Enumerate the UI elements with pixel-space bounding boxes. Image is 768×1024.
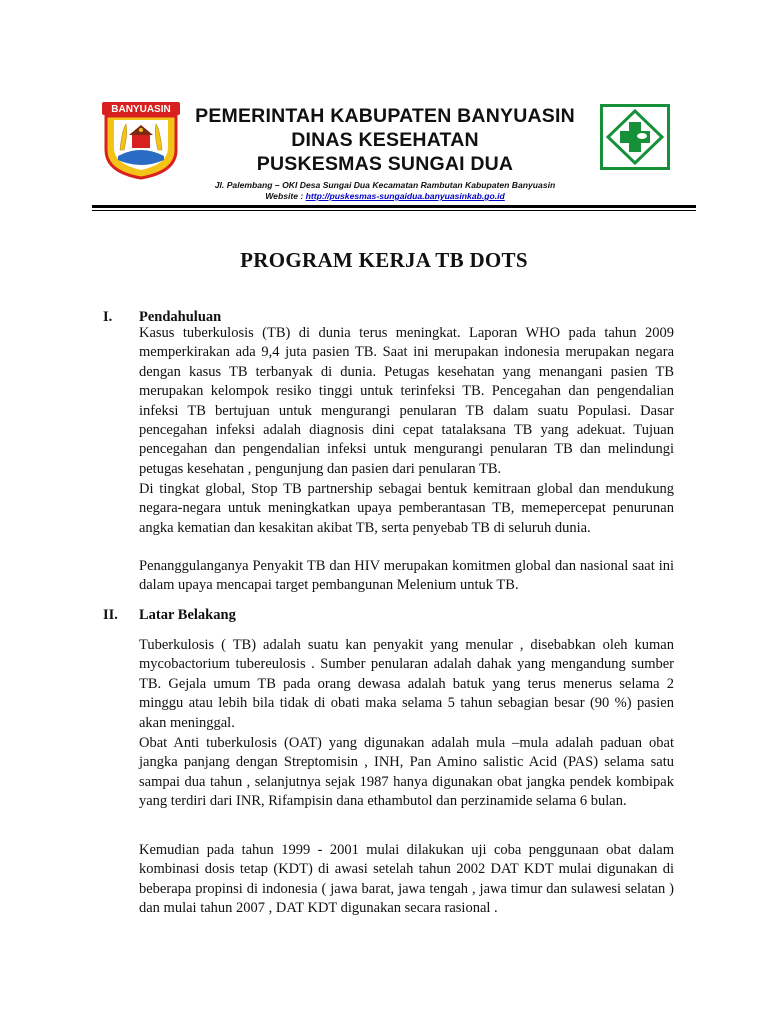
emblem-banner-text: BANYUASIN [111, 104, 171, 115]
letterhead-rule-thick [92, 205, 696, 208]
section-2-paragraph-3: Kemudian pada tahun 1999 - 2001 mulai dilakukan uji coba penggunaan obat dalam kombinasi dosis tetap (KDT) di awasi setelah tahun 2002 DAT KDT mulai digunakan di beberapa propinsi di indonesia ( jawa barat, jawa tengah , jawa timur dan sulawesi selatan ) dan mulai tahun 2007 , DAT KDT digunakan secara rasional . [139, 842, 674, 917]
letterhead-address: Jl. Palembang – OKI Desa Sungai Dua Kecamatan Rambutan Kabupaten Banyuasin [214, 180, 556, 190]
letterhead-department: DINAS KESEHATAN [291, 129, 479, 151]
website-link[interactable]: http://puskesmas-sungaidua.banyuasinkab.go.id [305, 191, 505, 201]
letterhead-rule-thin [92, 210, 696, 211]
section-1-paragraph-1: Kasus tuberkulosis (TB) di dunia terus meningkat. Laporan WHO pada tahun 2009 memperkirakan ada 9,4 juta pasien TB. Saat ini merupakan indonesia merupakan negara dengan kasus TB terbanyak di dunia. Petugas kesehatan yang menangani pasien TB merupakan kelompok resiko tinggi untuk terinfeksi TB. Pencegahan dan pengendalian infeksi TB bertujuan untuk mengurangi penularan TB dalam suatu Populasi. Dasar pencegahan infeksi adalah diagnosis dini cepat tatalaksana TB yang adekuat. Tujuan pencegahan dan pengendalian infeksi untuk mengurangi penularan TB dan melindungi petugas kesehatan , pengunjung dan pasien dari penularan TB. [139, 325, 674, 477]
puskesmas-cross-logo [600, 104, 670, 170]
section-1-heading: Pendahuluan [139, 309, 222, 325]
section-2-paragraph-2: Obat Anti tuberkulosis (OAT) yang digunakan adalah mula –mula adalah paduan obat jangka panjang dengan Streptomisin , INH, Pan Amino salistic Acid (PAS) selama satu sampai dua tahun , selanjutnya sejak 1987 hanya digunakan obat jangka pendek kombipak yang terdiri dari INR, Rifampisin dana ethambutol dan perzinamide selama 6 bulan. [139, 735, 674, 810]
document-title: PROGRAM KERJA TB DOTS [240, 248, 528, 272]
section-1-number: I. [103, 309, 113, 325]
cross-eye [637, 133, 647, 139]
section-2-paragraph-1: Tuberkulosis ( TB) adalah suatu kan penyakit yang menular , disebabkan oleh kuman mycobactorium tubereulosis . Sumber penularan adalah dahak yang mengandung sumber TB. Gejala umum TB pada orang dewasa adalah batuk yang terus menerus selama 2 minggu atau lebih bila tidak di obati maka selama 5 tahun sebagian besar (90 %) pasien akan meninggal. [139, 637, 674, 731]
section-2-number: II. [103, 607, 118, 623]
website-label: Website : [265, 191, 304, 201]
letterhead [165, 104, 605, 202]
section-2-heading: Latar Belakang [139, 607, 236, 623]
letterhead-website [165, 191, 605, 202]
emblem-house [132, 134, 150, 148]
section-1-paragraph-3: Penanggulanganya Penyakit TB dan HIV merupakan komitmen global dan nasional saat ini dalam upaya mencapai target pembangunan Melenium untuk TB. [139, 558, 674, 594]
section-1-paragraph-2: Di tingkat global, Stop TB partnership sebagai bentuk kemitraan global dan mendukung negara-negara untuk meningkatkan upaya pemberantasan TB, memepercepat penurunan angka kematian dan kesakitan akibat TB, serta penyebab TB di seluruh dunia. [139, 481, 674, 536]
letterhead-government: PEMERINTAH KABUPATEN BANYUASIN [195, 105, 575, 127]
letterhead-puskesmas: PUSKESMAS SUNGAI DUA [256, 153, 514, 175]
emblem-star [139, 128, 143, 132]
